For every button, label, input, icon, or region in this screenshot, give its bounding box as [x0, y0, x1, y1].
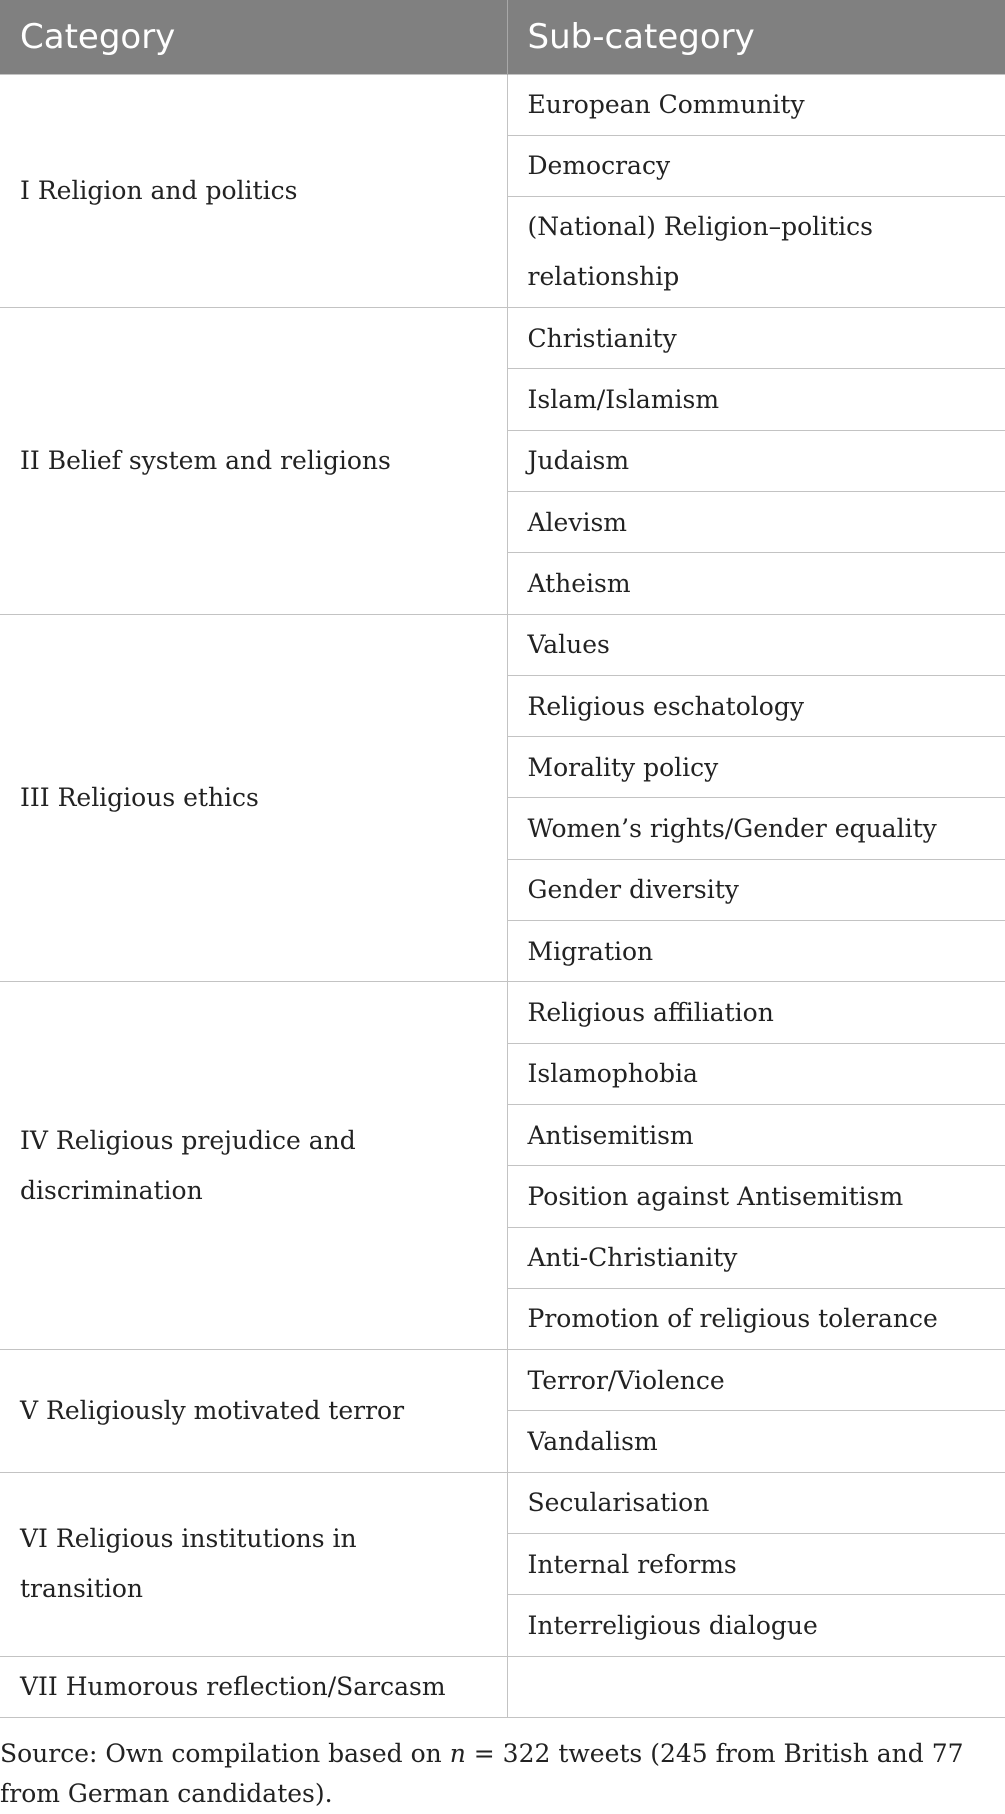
subcategory-cell: Alevism: [507, 491, 1005, 552]
table-row: [0, 982, 1005, 1043]
subcategory-cell: Values: [507, 614, 1005, 675]
subcategory-cell: Terror/Violence: [507, 1350, 1005, 1411]
subcategory-cell: Secularisation: [507, 1472, 1005, 1533]
table-row: [0, 614, 1005, 675]
table-row: [0, 74, 1005, 135]
category-cell: III Religious ethics: [0, 614, 507, 982]
category-column-header: Category: [0, 0, 507, 74]
subcategory-cell: Islamophobia: [507, 1043, 1005, 1104]
subcategory-cell: Promotion of religious tolerance: [507, 1288, 1005, 1349]
subcategory-cell: (National) Religion–politics relationship: [507, 197, 1005, 308]
source-note: [0, 1734, 1000, 1814]
source-n-symbol: n: [449, 1739, 466, 1768]
subcategory-cell: Judaism: [507, 430, 1005, 491]
source-suffix: = 322 tweets (245 from British and 77 from German candidates).: [0, 1739, 964, 1808]
subcategory-cell: Democracy: [507, 135, 1005, 196]
subcategory-cell: Vandalism: [507, 1411, 1005, 1472]
subcategory-cell: Migration: [507, 921, 1005, 982]
subcategory-cell: Religious eschatology: [507, 675, 1005, 736]
category-cell: IV Religious prejudice and discrimination: [0, 982, 507, 1350]
table-header-row: [0, 0, 1005, 74]
table-row: [0, 1472, 1005, 1533]
subcategory-cell: Women’s rights/Gender equality: [507, 798, 1005, 859]
subcategory-cell-empty: [507, 1656, 1005, 1717]
category-cell: I Religion and politics: [0, 74, 507, 308]
subcategory-cell: European Community: [507, 74, 1005, 135]
subcategory-cell: Gender diversity: [507, 859, 1005, 920]
subcategory-cell: Christianity: [507, 308, 1005, 369]
table-row: [0, 1656, 1005, 1717]
subcategory-cell: Antisemitism: [507, 1104, 1005, 1165]
source-prefix: Source: Own compilation based on: [0, 1739, 450, 1768]
category-cell: VI Religious institutions in transition: [0, 1472, 507, 1656]
subcategory-cell: Islam/Islamism: [507, 369, 1005, 430]
subcategory-column-header: Sub-category: [507, 0, 1005, 74]
subcategory-cell: Anti-Christianity: [507, 1227, 1005, 1288]
subcategory-cell: Religious affiliation: [507, 982, 1005, 1043]
table-row: [0, 1350, 1005, 1411]
subcategory-cell: Position against Antisemitism: [507, 1166, 1005, 1227]
category-cell: V Religiously motivated terror: [0, 1350, 507, 1473]
category-cell: II Belief system and religions: [0, 308, 507, 614]
subcategory-cell: Morality policy: [507, 737, 1005, 798]
subcategory-cell: Interreligious dialogue: [507, 1595, 1005, 1656]
table-row: [0, 308, 1005, 369]
table-body: [0, 74, 1005, 1717]
subcategory-cell: Internal reforms: [507, 1534, 1005, 1595]
category-cell: VII Humorous reflection/Sarcasm: [0, 1656, 507, 1717]
subcategory-cell: Atheism: [507, 553, 1005, 614]
